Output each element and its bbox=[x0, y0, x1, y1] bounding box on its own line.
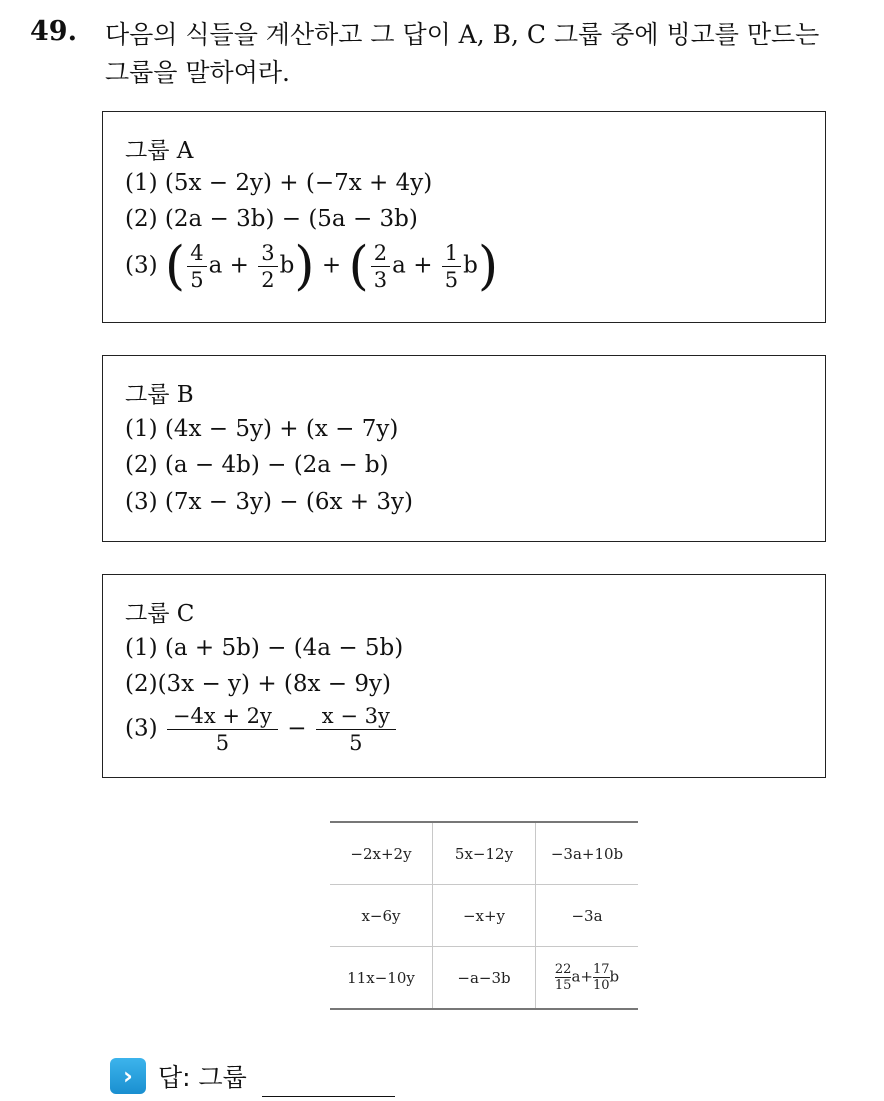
term: a+ bbox=[571, 967, 593, 986]
fraction-numerator: −4x + 2y bbox=[172, 704, 272, 728]
group-a-title: 그룹 A bbox=[125, 138, 194, 164]
group-b-item-2: (2) (a − 4b) − (2a − b) bbox=[125, 452, 389, 478]
fraction-numerator: x − 3y bbox=[321, 704, 390, 728]
chevron-right-icon: › bbox=[110, 1058, 146, 1094]
group-a-item-1: (1) (5x − 2y) + (−7x + 4y) bbox=[125, 170, 433, 196]
right-paren: ) bbox=[477, 236, 499, 297]
group-a-item-3 bbox=[125, 236, 499, 297]
fraction bbox=[593, 962, 610, 993]
bingo-row bbox=[330, 822, 638, 885]
fraction bbox=[187, 240, 206, 293]
group-c-item-3 bbox=[125, 703, 398, 756]
bingo-cell: −x+y bbox=[433, 885, 536, 947]
right-paren: ) bbox=[294, 236, 315, 297]
fraction-numerator: 17 bbox=[592, 962, 610, 977]
fraction-denominator: 10 bbox=[592, 978, 610, 993]
group-c-item-1: (1) (a + 5b) − (4a − 5b) bbox=[125, 635, 404, 661]
fraction-denominator: 5 bbox=[316, 729, 396, 756]
question-prompt bbox=[105, 16, 870, 92]
group-a-item-2: (2) (2a − 3b) − (5a − 3b) bbox=[125, 206, 418, 232]
bingo-row bbox=[330, 885, 638, 947]
group-a-box bbox=[102, 111, 826, 323]
term: b bbox=[463, 252, 478, 279]
question-number: 49. bbox=[30, 16, 77, 47]
fraction-denominator: 15 bbox=[554, 978, 572, 993]
group-b-item-3: (3) (7x − 3y) − (6x + 3y) bbox=[125, 489, 413, 515]
group-c-title: 그룹 C bbox=[125, 601, 195, 627]
bingo-cell: x−6y bbox=[330, 885, 433, 947]
fraction-denominator: 5 bbox=[187, 266, 206, 293]
fraction bbox=[442, 240, 461, 293]
item-label: (3) bbox=[125, 715, 158, 742]
prompt-line-1: 다음의 식들을 계산하고 그 답이 A, B, C 그룹 중에 빙고를 만드는 bbox=[105, 20, 820, 49]
group-b-title: 그룹 B bbox=[125, 382, 194, 408]
operator: + bbox=[321, 252, 342, 279]
fraction-denominator: 3 bbox=[371, 266, 390, 293]
fraction-numerator: 3 bbox=[261, 241, 275, 265]
prompt-line-2: 그룹을 말하여라. bbox=[105, 58, 290, 87]
bingo-cell: 11x−10y bbox=[330, 947, 433, 1010]
bingo-row bbox=[330, 947, 638, 1010]
term: b bbox=[279, 252, 295, 279]
fraction-denominator: 5 bbox=[167, 729, 278, 756]
term: a + bbox=[392, 252, 433, 279]
left-paren: ( bbox=[348, 236, 369, 297]
term: b bbox=[609, 967, 620, 986]
item-label: (3) bbox=[125, 252, 158, 279]
bingo-cell: −2x+2y bbox=[330, 822, 433, 885]
bingo-cell: 5x−12y bbox=[433, 822, 536, 885]
group-c-box bbox=[102, 574, 826, 778]
fraction-numerator: 1 bbox=[444, 241, 459, 265]
fraction bbox=[258, 240, 277, 293]
term: a + bbox=[208, 252, 249, 279]
bingo-cell: −a−3b bbox=[433, 947, 536, 1010]
operator: − bbox=[287, 715, 307, 742]
fraction bbox=[167, 703, 278, 756]
fraction-denominator: 5 bbox=[442, 266, 461, 293]
bingo-cell bbox=[536, 947, 639, 1010]
answer-label: 답: 그룹 bbox=[158, 1063, 247, 1092]
fraction-numerator: 4 bbox=[190, 241, 204, 265]
fraction bbox=[555, 962, 572, 993]
group-c-item-2: (2)(3x − y) + (8x − 9y) bbox=[125, 671, 391, 697]
fraction-denominator: 2 bbox=[258, 266, 277, 293]
fraction-numerator: 22 bbox=[554, 962, 572, 977]
group-b-box bbox=[102, 355, 826, 542]
bingo-grid bbox=[330, 821, 638, 1010]
fraction bbox=[371, 240, 390, 293]
bingo-cell: −3a bbox=[536, 885, 639, 947]
answer-row bbox=[110, 1056, 247, 1096]
left-paren: ( bbox=[164, 236, 186, 297]
group-b-item-1: (1) (4x − 5y) + (x − 7y) bbox=[125, 416, 399, 442]
bingo-cell: −3a+10b bbox=[536, 822, 639, 885]
fraction-numerator: 2 bbox=[373, 241, 388, 265]
answer-blank-input[interactable] bbox=[262, 1096, 395, 1097]
fraction bbox=[316, 703, 396, 756]
